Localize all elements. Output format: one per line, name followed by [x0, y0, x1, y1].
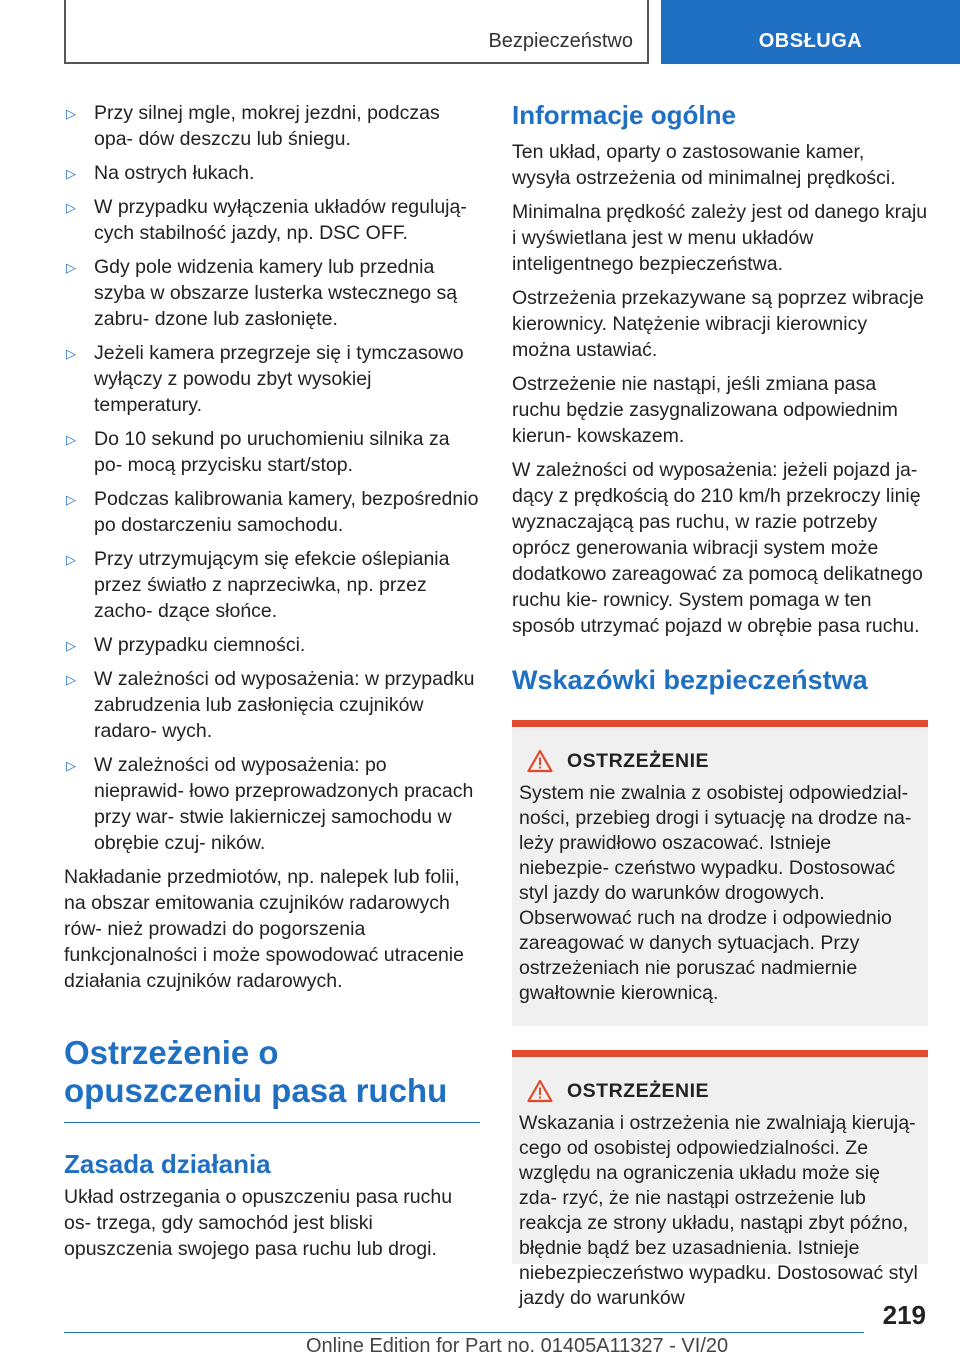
warning-text: System nie zwalnia z osobistej odpowiedzial- ności, przebieg drogi i sytuację na drodze na- leży prawidłowo oszacować. Istnieje niebezpie- czeństwo wypadku. Dostosować styl jazdy do warunków drogowych. Obserwować ruch na drodze i odpowiednio zareagować w danych sytuacjach. Przy ostrzeżeniach nie poruszać nadmiernie gwałtownie kierownicą.: [519, 782, 912, 1004]
list-item: ▷ W zależności od wyposażenia: po nieprawid- łowo przeprowadzonych pracach przy war- stwie lakierniczej samochodu w obrębie czuj- ników.: [66, 754, 474, 854]
warning-box: [512, 720, 928, 1026]
triangle-bullet-icon: ▷: [66, 672, 76, 687]
general-paragraph: Ostrzeżenia przekazywane są poprzez wibracje kierownicy. Natężenie wibracji kierownicy można ustawiać.: [512, 287, 924, 361]
triangle-bullet-icon: ▷: [66, 200, 76, 215]
general-info-heading: Informacje ogólne: [512, 100, 736, 130]
header-section-box: [64, 0, 649, 64]
triangle-bullet-icon: ▷: [66, 432, 76, 447]
warning-header: [519, 749, 920, 773]
header-chapter-label: OBSŁUGA: [758, 30, 863, 52]
condition-list: [64, 100, 480, 856]
section-heading: Ostrzeżenie o opuszczeniu pasa ruchu: [64, 1034, 480, 1123]
principle-text: Układ ostrzegania o opuszczeniu pasa ruchu os- trzega, gdy samochód jest bliski opuszczenia swojego pasa ruchu lub drogi.: [64, 1186, 453, 1260]
left-column: [64, 100, 480, 1270]
right-column: [512, 100, 928, 1309]
list-item: ▷ W zależności od wyposażenia: w przypadku zabrudzenia lub zasłonięcia czujników radaro- wych.: [66, 668, 475, 742]
list-item: ▷ Przy utrzymującym się efekcie oślepiania przez światło z naprzeciwka, np. przez zacho- dzące słońce.: [66, 548, 450, 622]
triangle-bullet-icon: ▷: [66, 106, 76, 121]
general-paragraph: Minimalna prędkość zależy jest od danego kraju i wyświetlana jest w menu układów inteligentnego bezpieczeństwa.: [512, 201, 928, 275]
header-section-title: Bezpieczeństwo: [488, 30, 633, 52]
warning-title: OSTRZEŻENIE: [567, 1079, 710, 1102]
safety-heading: Wskazówki bezpieczeństwa: [512, 665, 868, 695]
list-item: ▷ Na ostrych łukach.: [64, 160, 480, 186]
general-paragraph: Ten układ, oparty o zastosowanie kamer, wysyła ostrzeżenia od minimalnej prędkości.: [512, 141, 896, 189]
subsection-heading: Zasada działania: [64, 1149, 271, 1179]
general-paragraph: W zależności od wyposażenia: jeżeli pojazd ja- dący z prędkością do 210 km/h przekroczy linię wyznaczającą pas ruchu, w razie potrzeby oprócz generowania wibracji system może dodatkowo zareagować za pomocą delikatnego ruchu kie- rownicy. System pomaga w ten sposób utrzymać pojazd w obrębie pasa ruchu.: [512, 459, 923, 637]
warning-box: [512, 1050, 928, 1309]
triangle-bullet-icon: ▷: [66, 260, 76, 275]
list-item: ▷ Do 10 sekund po uruchomieniu silnika za po- mocą przycisku start/stop.: [66, 428, 450, 476]
warning-triangle-icon: [527, 1079, 553, 1103]
header-chapter-tab[interactable]: [661, 0, 960, 64]
list-item: ▷ Gdy pole widzenia kamery lub przednia szyba w obszarze lusterka wstecznego są zabru- dzone lub zasłonięte.: [66, 256, 458, 330]
triangle-bullet-icon: ▷: [66, 552, 76, 567]
triangle-bullet-icon: ▷: [66, 346, 76, 361]
warning-title: OSTRZEŻENIE: [567, 749, 710, 772]
triangle-bullet-icon: ▷: [66, 758, 76, 773]
list-item: ▷ W przypadku wyłączenia układów regulują- cych stabilność jazdy, np. DSC OFF.: [66, 196, 467, 244]
triangle-bullet-icon: ▷: [66, 492, 76, 507]
general-paragraph: Ostrzeżenie nie nastąpi, jeśli zmiana pasa ruchu będzie zasygnalizowana odpowiednim kierun- kowskazem.: [512, 373, 898, 447]
triangle-bullet-icon: ▷: [66, 166, 76, 181]
page-number: 219: [882, 1300, 926, 1330]
warning-header: [519, 1079, 920, 1103]
list-item: ▷ Podczas kalibrowania kamery, bezpośrednio po dostarczeniu samochodu.: [66, 488, 479, 536]
list-item: ▷ W przypadku ciemności.: [64, 632, 480, 658]
radar-note: Nakładanie przedmiotów, np. nalepek lub folii, na obszar emitowania czujników radarowych rów- nież prowadzi do pogorszenia funkcjonalności i może spowodować utracenie działania czujników radarowych.: [64, 866, 464, 992]
list-item: ▷ Przy silnej mgle, mokrej jezdni, podczas opa- dów deszczu lub śniegu.: [66, 102, 440, 150]
footer-divider: [64, 1332, 864, 1333]
footer-edition: Online Edition for Part no. 01405A11327 - VI/20: [306, 1335, 729, 1357]
triangle-bullet-icon: ▷: [66, 638, 76, 653]
warning-triangle-icon: [527, 749, 553, 773]
list-item: ▷ Jeżeli kamera przegrzeje się i tymczasowo wyłączy z powodu zbyt wysokiej temperatury.: [66, 342, 464, 416]
warning-text: Wskazania i ostrzeżenia nie zwalniają kierują- cego od osobistej odpowiedzialności. Ze względu na ograniczenia układu może się zda- rzyć, że nie nastąpi ostrzeżenie lub reakcja ze strony układu, nastąpi zbyt późno, błędnie bądź bez uzasadnienia. Istnieje niebezpieczeństwo wypadku. Dostosować styl jazdy do warunków: [519, 1112, 918, 1309]
